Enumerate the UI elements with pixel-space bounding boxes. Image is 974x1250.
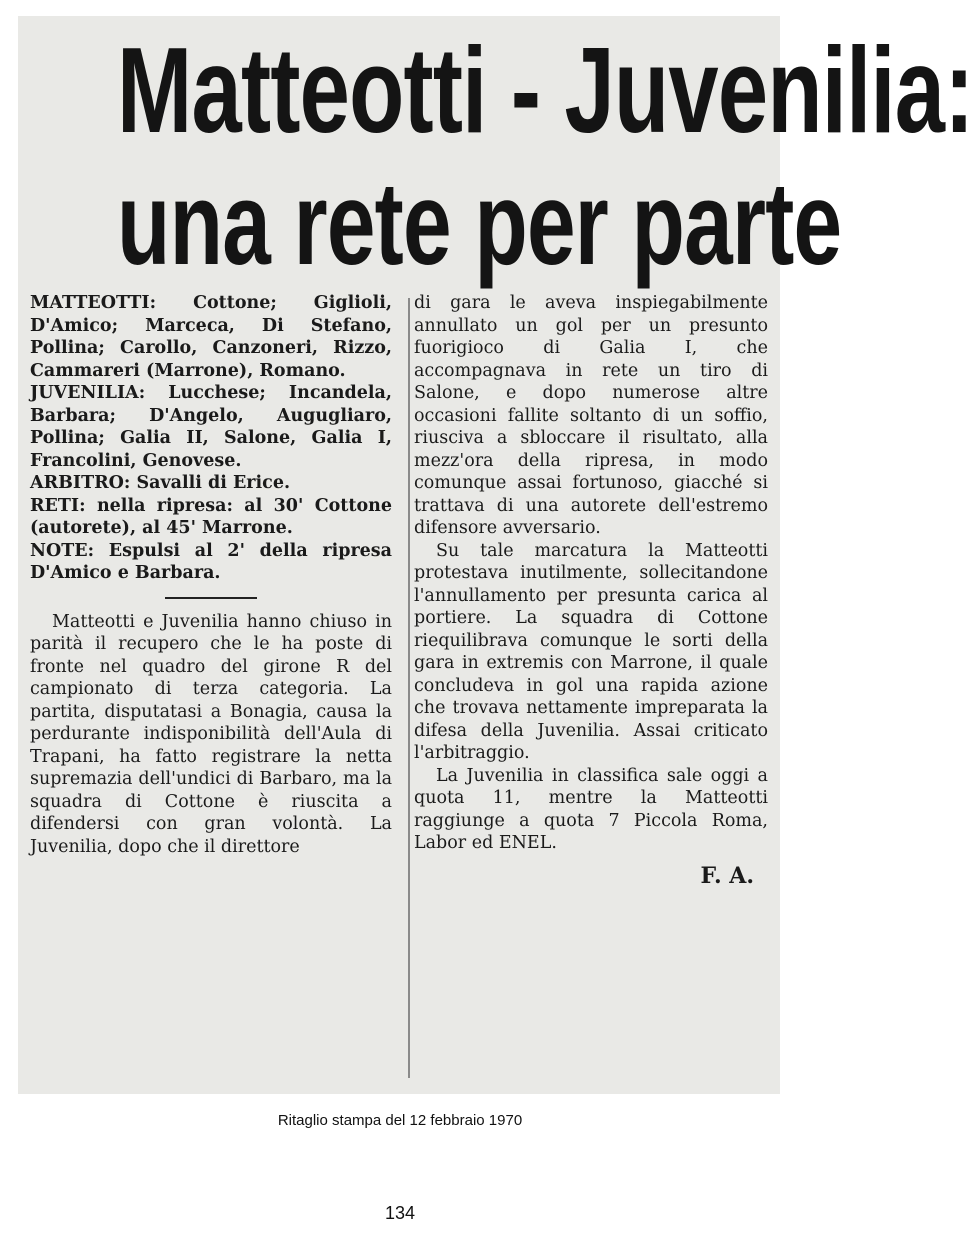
separator-rule bbox=[165, 597, 257, 599]
matteotti-label: MATTEOTTI: bbox=[30, 293, 157, 313]
page-number: 134 bbox=[384, 1203, 416, 1223]
column-divider bbox=[408, 298, 410, 1078]
clipping-caption: Ritaglio stampa del 12 febbraio 1970 bbox=[277, 1112, 523, 1129]
juvenilia-label: JUVENILIA: bbox=[30, 383, 146, 403]
lineup-note bbox=[30, 540, 392, 585]
article-paragraph-3: La Juvenilia in classifica sale oggi a quota 11, mentre la Matteotti raggiunge a quota 7 Piccola Roma, Labor ed ENEL. bbox=[414, 765, 768, 853]
right-column bbox=[414, 292, 768, 887]
article-paragraph-1: Matteotti e Juvenilia hanno chiuso in parità il recupero che le ha poste di fronte nel quadro del girone R del campionato di terza categoria. La partita, disputatasi a Bonagia, causa la perdurante indisponibilità dell'Aula di Trapani, ha fatto registrare la netta supremazia dell'undici di Barbaro, ma la squadra di Cottone è riuscita a difendersi con gran volontà. La Juvenilia, dopo che il direttore bbox=[30, 611, 392, 857]
headline-line-2: una rete per parte bbox=[117, 158, 842, 290]
left-column bbox=[30, 292, 392, 858]
lineup-arbitro bbox=[30, 472, 392, 495]
reti-text: nella ripresa: al 30' Cottone (autorete), al 45' Marrone. bbox=[30, 495, 393, 538]
lineup-juvenilia bbox=[30, 382, 392, 472]
lineup-matteotti bbox=[30, 292, 392, 382]
article-paragraph-2: Su tale marcatura la Matteotti protestava inutilmente, sollecitandone l'annullamento per presunta carica al portiere. La squadra di Cottone riequilibrava comunque le sorti della gara in extremis con Marrone, il quale concludeva in gol una rapida azione che trovava nettamente impreparata la difesa della Juvenilia. Assai criticato l'arbitraggio. bbox=[414, 540, 768, 763]
reti-label: RETI: bbox=[30, 495, 86, 516]
arbitro-label: ARBITRO: bbox=[30, 473, 131, 493]
article-paragraph-1-continued: di gara le aveva inspiegabilmente annullato un gol per un presunto fuorigioco di Galia I, che accompagnava in rete un tiro di Salone, e dopo numerose altre occasioni fallite soltanto di un soffio, riusciva a sbloccare il risultato, alla mezz'ora della ripresa, in modo comunque assai fortunoso, giacché si trattava di una autorete dell'estremo difensore avversario. bbox=[414, 293, 768, 538]
arbitro-text: Savalli di Erice. bbox=[136, 473, 291, 493]
lineup-reti bbox=[30, 495, 392, 540]
matteotti-text: Cottone; Giglioli, D'Amico; Marceca, Di Stefano, Pollina; Carollo, Canzoneri, Rizzo, Cammareri (Marrone), Romano. bbox=[30, 293, 392, 381]
note-label: NOTE: bbox=[30, 540, 95, 561]
newspaper-clipping bbox=[18, 16, 974, 1094]
note-text: Espulsi al 2' della ripresa D'Amico e Barbara. bbox=[30, 540, 392, 583]
headline-line-1: Matteotti - Juvenilia: bbox=[117, 22, 974, 158]
juvenilia-text: Lucchese; Incandela, Barbara; D'Angelo, Augugliaro, Pollina; Galia II, Salone, Galia I, Francolini, Genovese. bbox=[30, 383, 392, 471]
author-initials: F. A. bbox=[700, 862, 754, 889]
